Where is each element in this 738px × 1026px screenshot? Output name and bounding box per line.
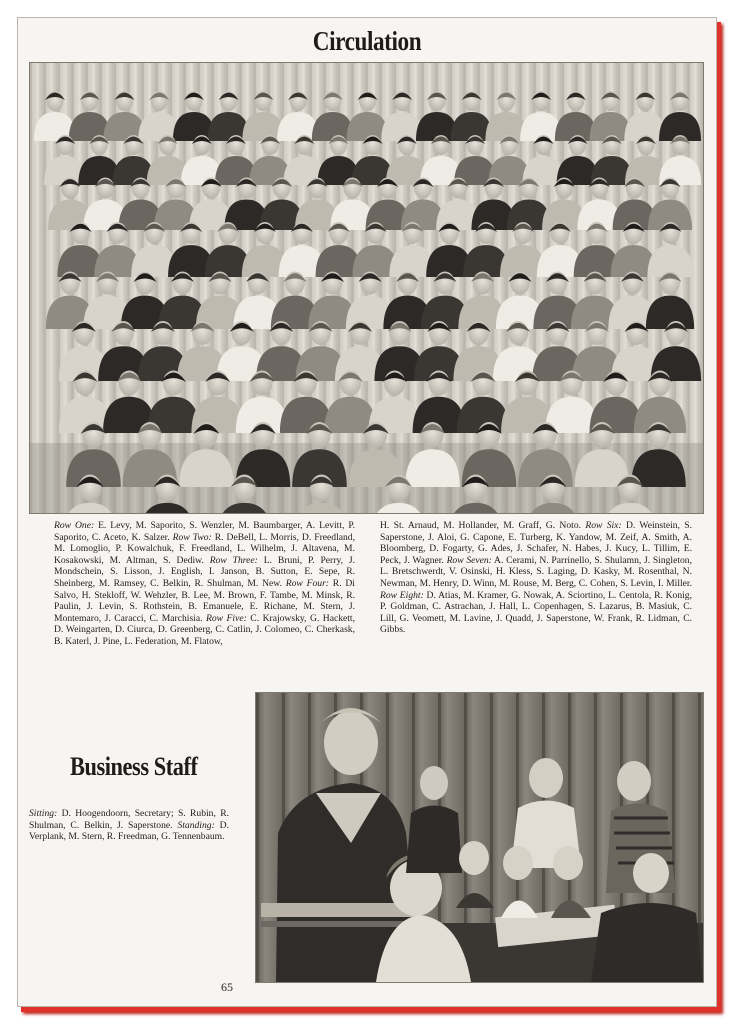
row-label: Row Six: <box>585 520 622 531</box>
caption-text: D. Atias, M. Kramer, G. Nowak, A. Sciortino, L. Centola, R. Konig, P. Goldman, C. Astrachan, J. Hall, L. Copenhagen, S. Lazarus, B. Masiuk, C. Lill, G. Veomett, M. Lavine, J. Quadd, J. Saperstone, W. Frank, R. Lidman, C. Gibbs. <box>380 589 693 636</box>
caption-text: A. Cerami, N. Parrinello, S. Shulamn, J. Singleton, L. Bretschwerdt, V. Osinski, H. Kless, S. Laging, D. Kasky, M. Rosenthal, N. Newman, M. Henry, D. Winn, M. Rouse, M. Berg, C. Cohen, S. Levin, I. Miller. <box>380 554 692 589</box>
group-photo-image <box>30 63 703 513</box>
row-label: Sitting: <box>29 808 58 819</box>
caption-text: D. Verplank, M. Stern, R. Freedman, G. Tennenbaum. <box>29 819 229 843</box>
row-label: Row Eight: <box>380 589 424 601</box>
caption-text: C. Krajowsky, G. Hackett, D. Weingarten, D. Ciurca, D. Greenberg, C. Catlin, J. Colomeo, C. Cherkask, B. Katerl, J. Pine, L. Federation, M. Flatow, <box>54 612 355 647</box>
page-title: Circulation <box>312 26 422 56</box>
caption-text: E. Levy, M. Saporito, S. Wenzler, M. Baumbarger, A. Levitt, P. Saporito, C. Aceto, K. Salzer. <box>54 520 355 543</box>
business-staff-title: Business Staff <box>70 752 198 781</box>
caption-text: D. Hoogendoorn, Secretary; S. Rubin, R. Shulman, C. Belkin, J. Saperstone. <box>29 808 229 831</box>
yearbook-page <box>17 17 717 1007</box>
caption-text: R. Di Salvo, H. Stekloff, W. Wehzler, B. Lee, M. Brown, F. Tambe, M. Minsk, R. Paulin, J. Levin, S. Rothstein, B. Emanuele, E. Richane, M. Stern, J. Montemaro, J. Caracci, C. Marchisia. <box>54 577 355 624</box>
circulation-caption-right <box>380 520 692 636</box>
row-label: Row Three: <box>209 554 258 566</box>
caption-text: L. Bruni, P. Perry, J. Mondschein, S. Lisson, J. English, I. Janson, B. Sutton, E. Sepe, R. Sheinberg, M. Ramsey, C. Belkin, R. Shulman, M. New. <box>54 554 356 589</box>
caption-text: D. Weinstein, S. Saperstone, J. Aloi, G. Capone, E. Turberg, K. Yandow, M. Zeif, A. Smith, A. Bloomberg, D. Fogarty, G. Ades, J. Schafer, N. Habes, J. Kucy, L. Tillim, E. Peck, J. Wagner. <box>380 520 692 566</box>
circulation-group-photo <box>29 62 704 514</box>
business-staff-photo <box>255 692 704 983</box>
page-number: 65 <box>221 980 233 994</box>
row-label: Row Four: <box>285 577 329 589</box>
row-label: Row Five: <box>206 612 247 624</box>
caption-text: H. St. Arnaud, M. Hollander, M. Graff, G. Noto. <box>380 520 586 531</box>
caption-text: R. DeBell, L. Morris, D. Freedland, M. Lomoglio, P. Kowalchuk, F. Freedland, L. Wilhelm, J. Altavena, M. Kosakowski, M. Altman, S. Dediw. <box>54 531 356 566</box>
business-staff-image <box>256 693 703 982</box>
row-label: Row One: <box>54 520 95 531</box>
row-label: Standing: <box>177 819 215 831</box>
row-label: Row Seven: <box>446 554 492 566</box>
row-label: Row Two: <box>172 531 212 543</box>
circulation-caption-left <box>54 520 355 648</box>
business-staff-caption <box>29 808 229 843</box>
